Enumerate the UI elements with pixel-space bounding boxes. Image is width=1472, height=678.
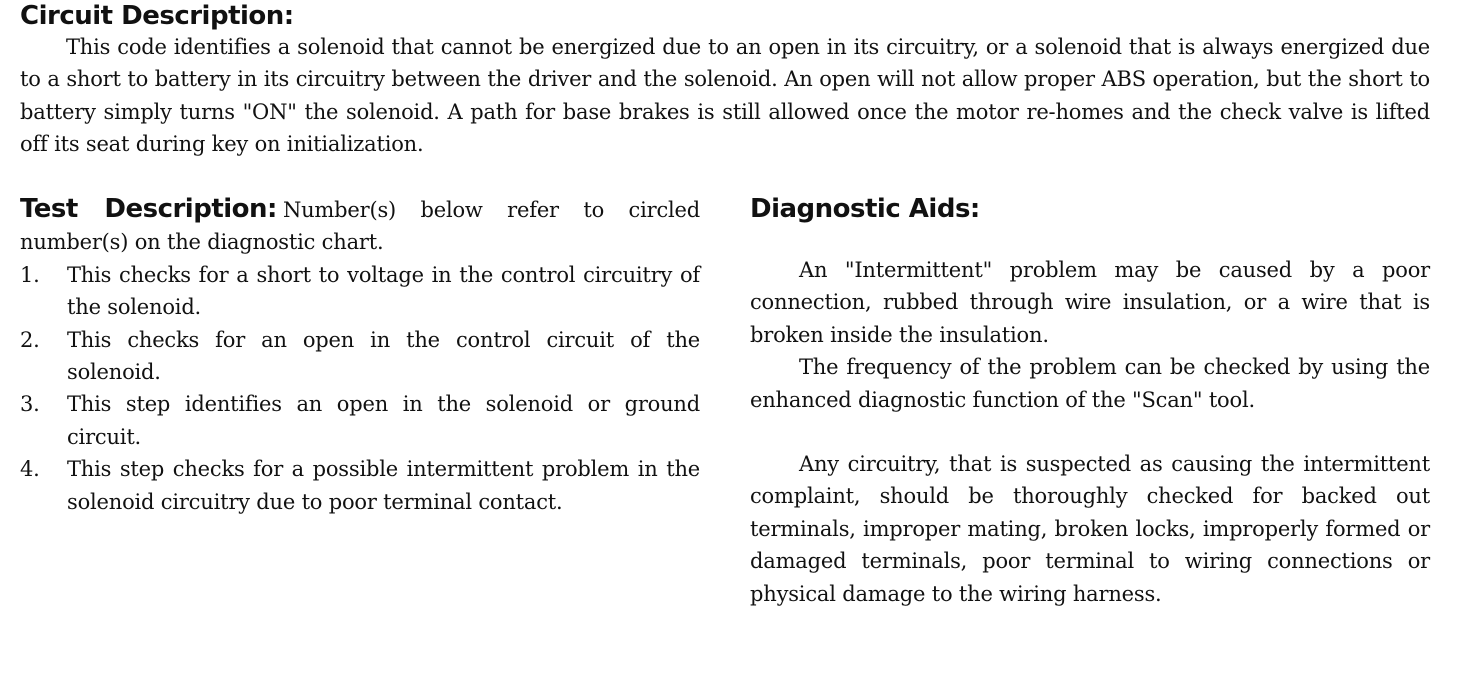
diagnostic-aids-paragraph: An "Intermittent" problem may be caused by a poor connection, rubbed through wire insulation, or a wire that is broken inside the insulation. — [750, 258, 1430, 347]
test-step-text: This checks for a short to voltage in the control circuitry of the solenoid. — [67, 262, 700, 320]
test-description-intro: Number(s) below refer to circled number(s) on the diagnostic chart. — [20, 198, 700, 255]
test-step — [20, 324, 700, 389]
test-step-number: 3. — [20, 392, 40, 417]
test-description-section — [20, 194, 700, 518]
test-step — [20, 453, 700, 518]
test-step-number: 1. — [20, 262, 40, 287]
test-step-text: This step checks for a possible intermittent problem in the solenoid circuitry due to poor terminal contact. — [67, 457, 700, 514]
circuit-description-paragraph: This code identifies a solenoid that cannot be energized due to an open in its circuitry, or a solenoid that is always energized due to a short to battery in its circuitry between the driver and the solenoid. An open will not allow proper ABS operation, but the short to battery simply turns "ON" the solenoid. A path for base brakes is still allowed once the motor re-homes and the check valve is lifted off its seat during key on initialization. — [20, 35, 1430, 157]
test-description-heading: Test Description: — [20, 194, 277, 224]
test-step — [20, 388, 700, 453]
test-step-text: This step identifies an open in the solenoid or ground circuit. — [67, 392, 700, 449]
test-step-number: 4. — [20, 457, 40, 482]
test-description-intro-block — [20, 194, 700, 259]
diagnostic-aids-paragraph: The frequency of the problem can be checked by using the enhanced diagnostic function of the "Scan" tool. — [750, 355, 1430, 412]
circuit-description-heading: Circuit Description: — [20, 1, 294, 31]
test-step — [20, 259, 700, 324]
test-steps-list — [20, 259, 700, 518]
diagnostic-aids-paragraph: Any circuitry, that is suspected as causing the intermittent complaint, should be thoroughly checked for backed out terminals, improper mating, broken locks, improperly formed or damaged terminals, poor terminal to wiring connections or physical damage to the wiring harness. — [750, 452, 1430, 606]
diagnostic-aids-heading: Diagnostic Aids: — [750, 194, 980, 224]
test-step-text: This checks for an open in the control circuit of the solenoid. — [67, 327, 700, 385]
test-step-number: 2. — [20, 327, 40, 352]
circuit-description-section — [20, 0, 1430, 161]
diagnostic-aids-section — [750, 194, 1430, 610]
